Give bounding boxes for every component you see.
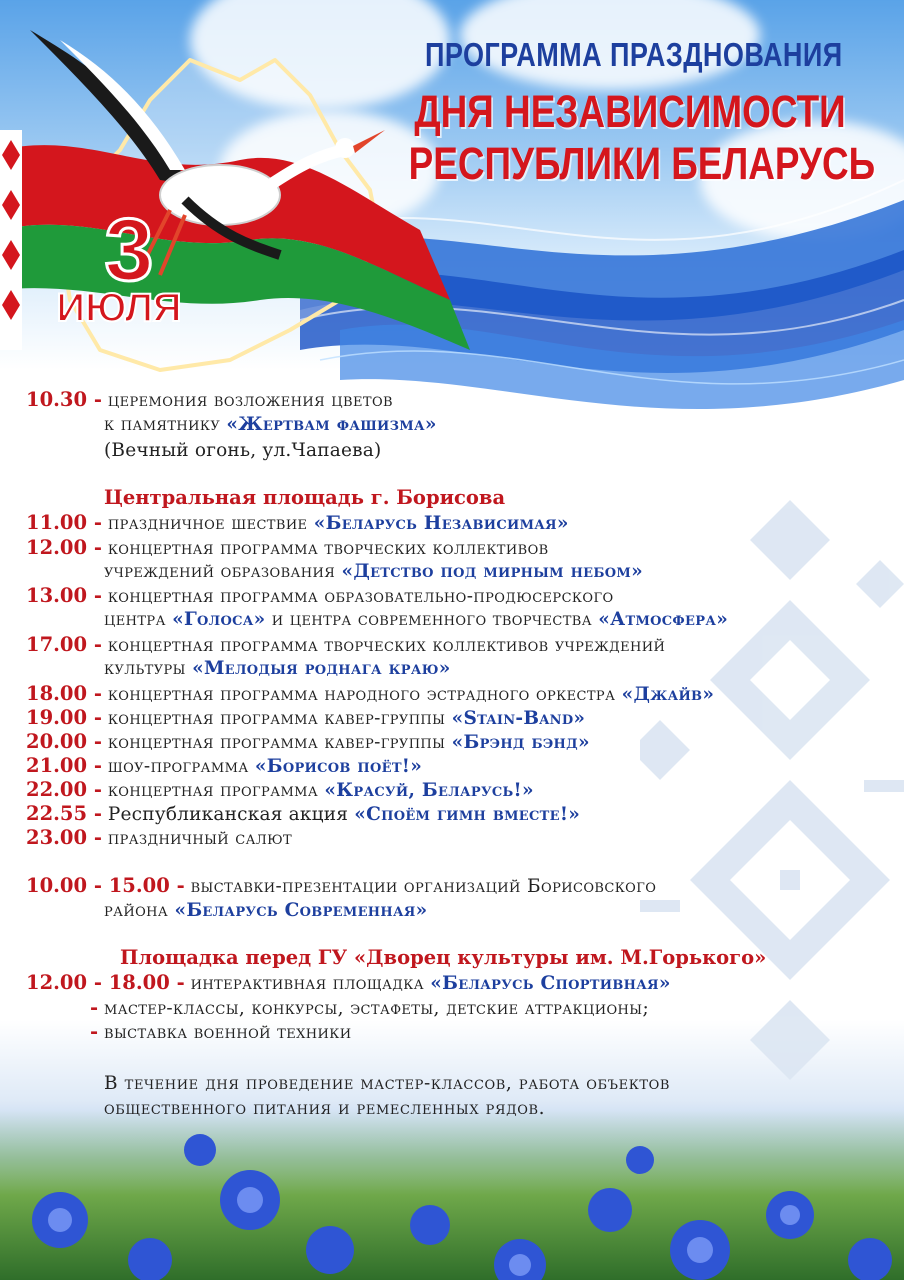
event-description: концертная программа кавер-группы (107, 732, 452, 753)
date-day: 3 (104, 200, 154, 299)
event-description: центра (104, 609, 173, 630)
event-title: «Жертвам фашизма» (226, 414, 437, 435)
event-time: 23.00 - (26, 826, 102, 849)
event-description: и центра современного творчества (265, 609, 599, 630)
event-description: учреждений образования (104, 561, 342, 582)
event-title: «Мелодыя роднага краю» (192, 658, 451, 679)
event-1030-line2 (104, 413, 437, 437)
footer-line-1: В течение дня проведение мастер-классов, работа объектов (104, 1073, 671, 1094)
event-1900 (26, 706, 585, 731)
event-description: к памятнику (104, 414, 227, 435)
event-2100 (26, 754, 422, 779)
event-1200 (26, 536, 549, 561)
event-time: 10.30 - (26, 388, 102, 411)
title-line-3: РЕСПУБЛИКИ БЕЛАРУСЬ (408, 138, 876, 189)
event-sport-area (26, 971, 671, 996)
event-exhibitions-line2 (104, 899, 427, 923)
stork-illustration (20, 20, 400, 290)
event-title: «Борисов поёт!» (254, 756, 423, 777)
section-header-central-square: Центральная площадь г. Борисова (104, 486, 506, 509)
event-1800 (26, 682, 714, 707)
event-sport-item-1 (90, 996, 649, 1021)
event-description: праздничный салют (107, 828, 293, 849)
event-description: Республиканская акция (107, 804, 355, 825)
event-description: интерактивная площадка (190, 973, 431, 994)
event-description: выставка военной техники (103, 1022, 352, 1043)
event-time: 22.55 - (26, 802, 102, 825)
event-description: концертная программа творческих коллективов учреждений (107, 635, 666, 656)
event-time: 21.00 - (26, 754, 102, 777)
event-title: «Брэнд бэнд» (451, 732, 590, 753)
event-title: «Беларусь Современная» (174, 900, 428, 921)
event-time: 20.00 - (26, 730, 102, 753)
ornament-pattern (640, 480, 904, 1100)
event-time: 22.00 - (26, 778, 102, 801)
footer-line-2: общественного питания и ремесленных рядов. (104, 1098, 546, 1119)
event-time: 18.00 - (26, 682, 102, 705)
event-2300 (26, 826, 292, 851)
event-title: «Красуй, Беларусь!» (324, 780, 534, 801)
event-time: 13.00 - (26, 584, 102, 607)
event-title: «Stain-Band» (451, 708, 586, 729)
list-dash: - (90, 996, 99, 1019)
event-description: мастер-классы, конкурсы, эстафеты, детские аттракционы; (103, 998, 650, 1019)
list-dash: - (90, 1020, 99, 1043)
event-time: 12.00 - 18.00 - (26, 971, 185, 994)
event-title: «Детство под мирным небом» (341, 561, 643, 582)
event-sport-item-2 (90, 1020, 351, 1045)
event-1700 (26, 633, 665, 658)
event-1030 (26, 388, 393, 413)
event-1030-location: (Вечный огонь, ул.Чапаева) (104, 440, 382, 461)
event-time: 17.00 - (26, 633, 102, 656)
ornament-stripe (0, 130, 22, 350)
event-description: праздничное шествие (107, 513, 314, 534)
event-title: «Атмосфера» (598, 609, 729, 630)
date-month: ИЮЛЯ (56, 286, 182, 330)
event-description: концертная программа (107, 780, 325, 801)
event-time: 12.00 - (26, 536, 102, 559)
event-description: концертная программа образовательно-продюсерского (107, 586, 614, 607)
event-description: шоу-программа (107, 756, 255, 777)
event-1300 (26, 584, 614, 609)
event-1300-line2 (104, 608, 728, 632)
event-time: 19.00 - (26, 706, 102, 729)
event-title: «Джайв» (621, 684, 715, 705)
event-description: выставки-презентации организаций Борисовского (190, 876, 657, 897)
event-description: культуры (104, 658, 193, 679)
event-description: концертная программа кавер-группы (107, 708, 452, 729)
event-description: района (104, 900, 175, 921)
event-1700-line2 (104, 657, 451, 681)
event-description: концертная программа творческих коллективов (107, 538, 549, 559)
event-1100 (26, 511, 569, 536)
title-line-2: ДНЯ НЕЗАВИСИМОСТИ (414, 86, 846, 137)
event-description: концертная программа народного эстрадного оркестра (107, 684, 622, 705)
event-2200 (26, 778, 534, 803)
event-time: 10.00 - 15.00 - (26, 874, 185, 897)
event-title: «Беларусь Спортивная» (430, 973, 671, 994)
event-2255 (26, 802, 580, 827)
title-line-1: ПРОГРАММА ПРАЗДНОВАНИЯ (425, 36, 843, 73)
section-header-palace-of-culture: Площадка перед ГУ «Дворец культуры им. М.Горького» (120, 946, 767, 969)
event-description: церемония возложения цветов (107, 390, 393, 411)
event-1200-line2 (104, 560, 643, 584)
event-title: «Беларусь Независимая» (313, 513, 569, 534)
event-2000 (26, 730, 590, 755)
event-time: 11.00 - (26, 511, 102, 534)
event-exhibitions (26, 874, 656, 899)
event-title: «Споём гимн вместе!» (354, 804, 581, 825)
event-title: «Голоса» (172, 609, 266, 630)
